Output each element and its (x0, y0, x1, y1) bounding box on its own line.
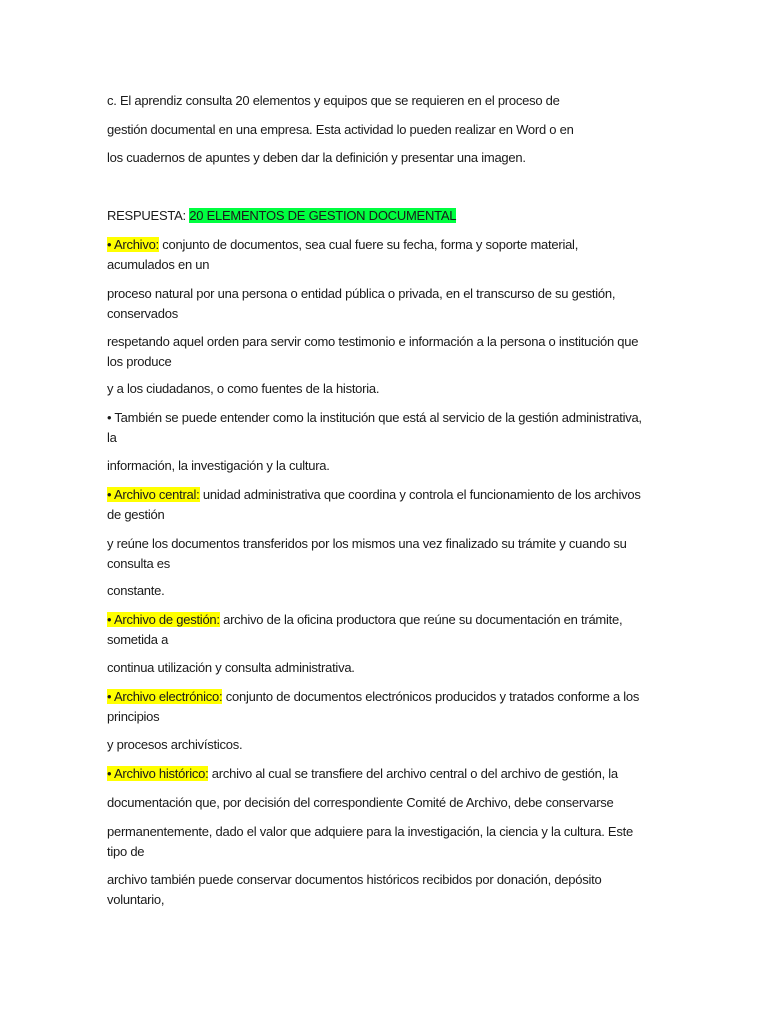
archivo-electronico-paragraph-1 (107, 687, 667, 727)
archivo-text-1a: conjunto de documentos, sea cual fuere su fecha, forma y soporte material, (158, 237, 579, 252)
archivo-paragraph-1 (107, 235, 667, 275)
term-archivo-electronico: • Archivo electrónico: (107, 689, 223, 704)
archivo-paragraph-3 (107, 332, 667, 372)
archivo-central-text-2a: y reúne los documentos transferidos por los mismos una vez finalizado su trámite y cuando su (107, 536, 627, 551)
archivo-paragraph-4: y a los ciudadanos, o como fuentes de la historia. (107, 381, 380, 396)
archivo-central-paragraph-3: constante. (107, 583, 165, 598)
archivo-historico-text-3a: permanentemente, dado el valor que adquiere para la investigación, la ciencia y la cultura. Este (107, 824, 633, 839)
archivo-central-text-1b: de gestión (107, 507, 165, 522)
archivo-historico-paragraph-2: documentación que, por decisión del correspondiente Comité de Archivo, debe conservarse (107, 795, 614, 810)
archivo-text-3a: respetando aquel orden para servir como testimonio e información a la persona o institución que (107, 334, 639, 349)
archivo-central-paragraph-2 (107, 534, 667, 574)
respuesta-line (107, 206, 667, 226)
archivo-text-1b: acumulados en un (107, 257, 210, 272)
archivo-gestion-text-1a: archivo de la oficina productora que reúne su documentación en trámite, (219, 612, 623, 627)
archivo-electronico-paragraph-2: y procesos archivísticos. (107, 737, 243, 752)
archivo-historico-paragraph-1 (107, 764, 667, 784)
respuesta-heading: 20 ELEMENTOS DE GESTION DOCUMENTAL (189, 208, 457, 223)
archivo-text-5a: • También se puede entender como la institución que está al servicio de la gestión administrativa, (107, 410, 642, 425)
term-archivo: • Archivo: (107, 237, 159, 252)
archivo-historico-paragraph-4 (107, 870, 667, 910)
archivo-historico-text-4b: voluntario, (107, 892, 165, 907)
archivo-central-paragraph-1 (107, 485, 667, 525)
archivo-central-text-1a: unidad administrativa que coordina y controla el funcionamiento de los archivos (199, 487, 641, 502)
archivo-historico-text-3b: tipo de (107, 844, 145, 859)
archivo-gestion-paragraph-1 (107, 610, 667, 650)
archivo-gestion-text-1b: sometida a (107, 632, 169, 647)
term-archivo-central: • Archivo central: (107, 487, 200, 502)
archivo-electronico-text-1b: principios (107, 709, 160, 724)
archivo-electronico-text-1a: conjunto de documentos electrónicos producidos y tratados conforme a los (222, 689, 640, 704)
intro-line-1: c. El aprendiz consulta 20 elementos y equipos que se requieren en el proceso de (107, 93, 560, 108)
intro-line-2: gestión documental en una empresa. Esta actividad lo pueden realizar en Word o en (107, 122, 574, 137)
archivo-paragraph-5 (107, 408, 667, 448)
term-archivo-gestion: • Archivo de gestión: (107, 612, 220, 627)
archivo-text-2a: proceso natural por una persona o entidad pública o privada, en el transcurso de su gestión, (107, 286, 616, 301)
archivo-text-3b: los produce (107, 354, 172, 369)
archivo-historico-text-4a: archivo también puede conservar documentos históricos recibidos por donación, depósito (107, 872, 602, 887)
archivo-text-2b: conservados (107, 306, 178, 321)
archivo-historico-text-1: archivo al cual se transfiere del archivo central o del archivo de gestión, la (208, 766, 618, 781)
archivo-text-5b: la (107, 430, 117, 445)
archivo-paragraph-6: información, la investigación y la cultura. (107, 458, 330, 473)
intro-line-3: los cuadernos de apuntes y deben dar la definición y presentar una imagen. (107, 150, 526, 165)
archivo-central-text-2b: consulta es (107, 556, 171, 571)
archivo-gestion-paragraph-2: continua utilización y consulta administrativa. (107, 660, 355, 675)
archivo-historico-paragraph-3 (107, 822, 667, 862)
respuesta-label: RESPUESTA: (107, 208, 190, 223)
term-archivo-historico: • Archivo histórico: (107, 766, 209, 781)
archivo-paragraph-2 (107, 284, 667, 324)
